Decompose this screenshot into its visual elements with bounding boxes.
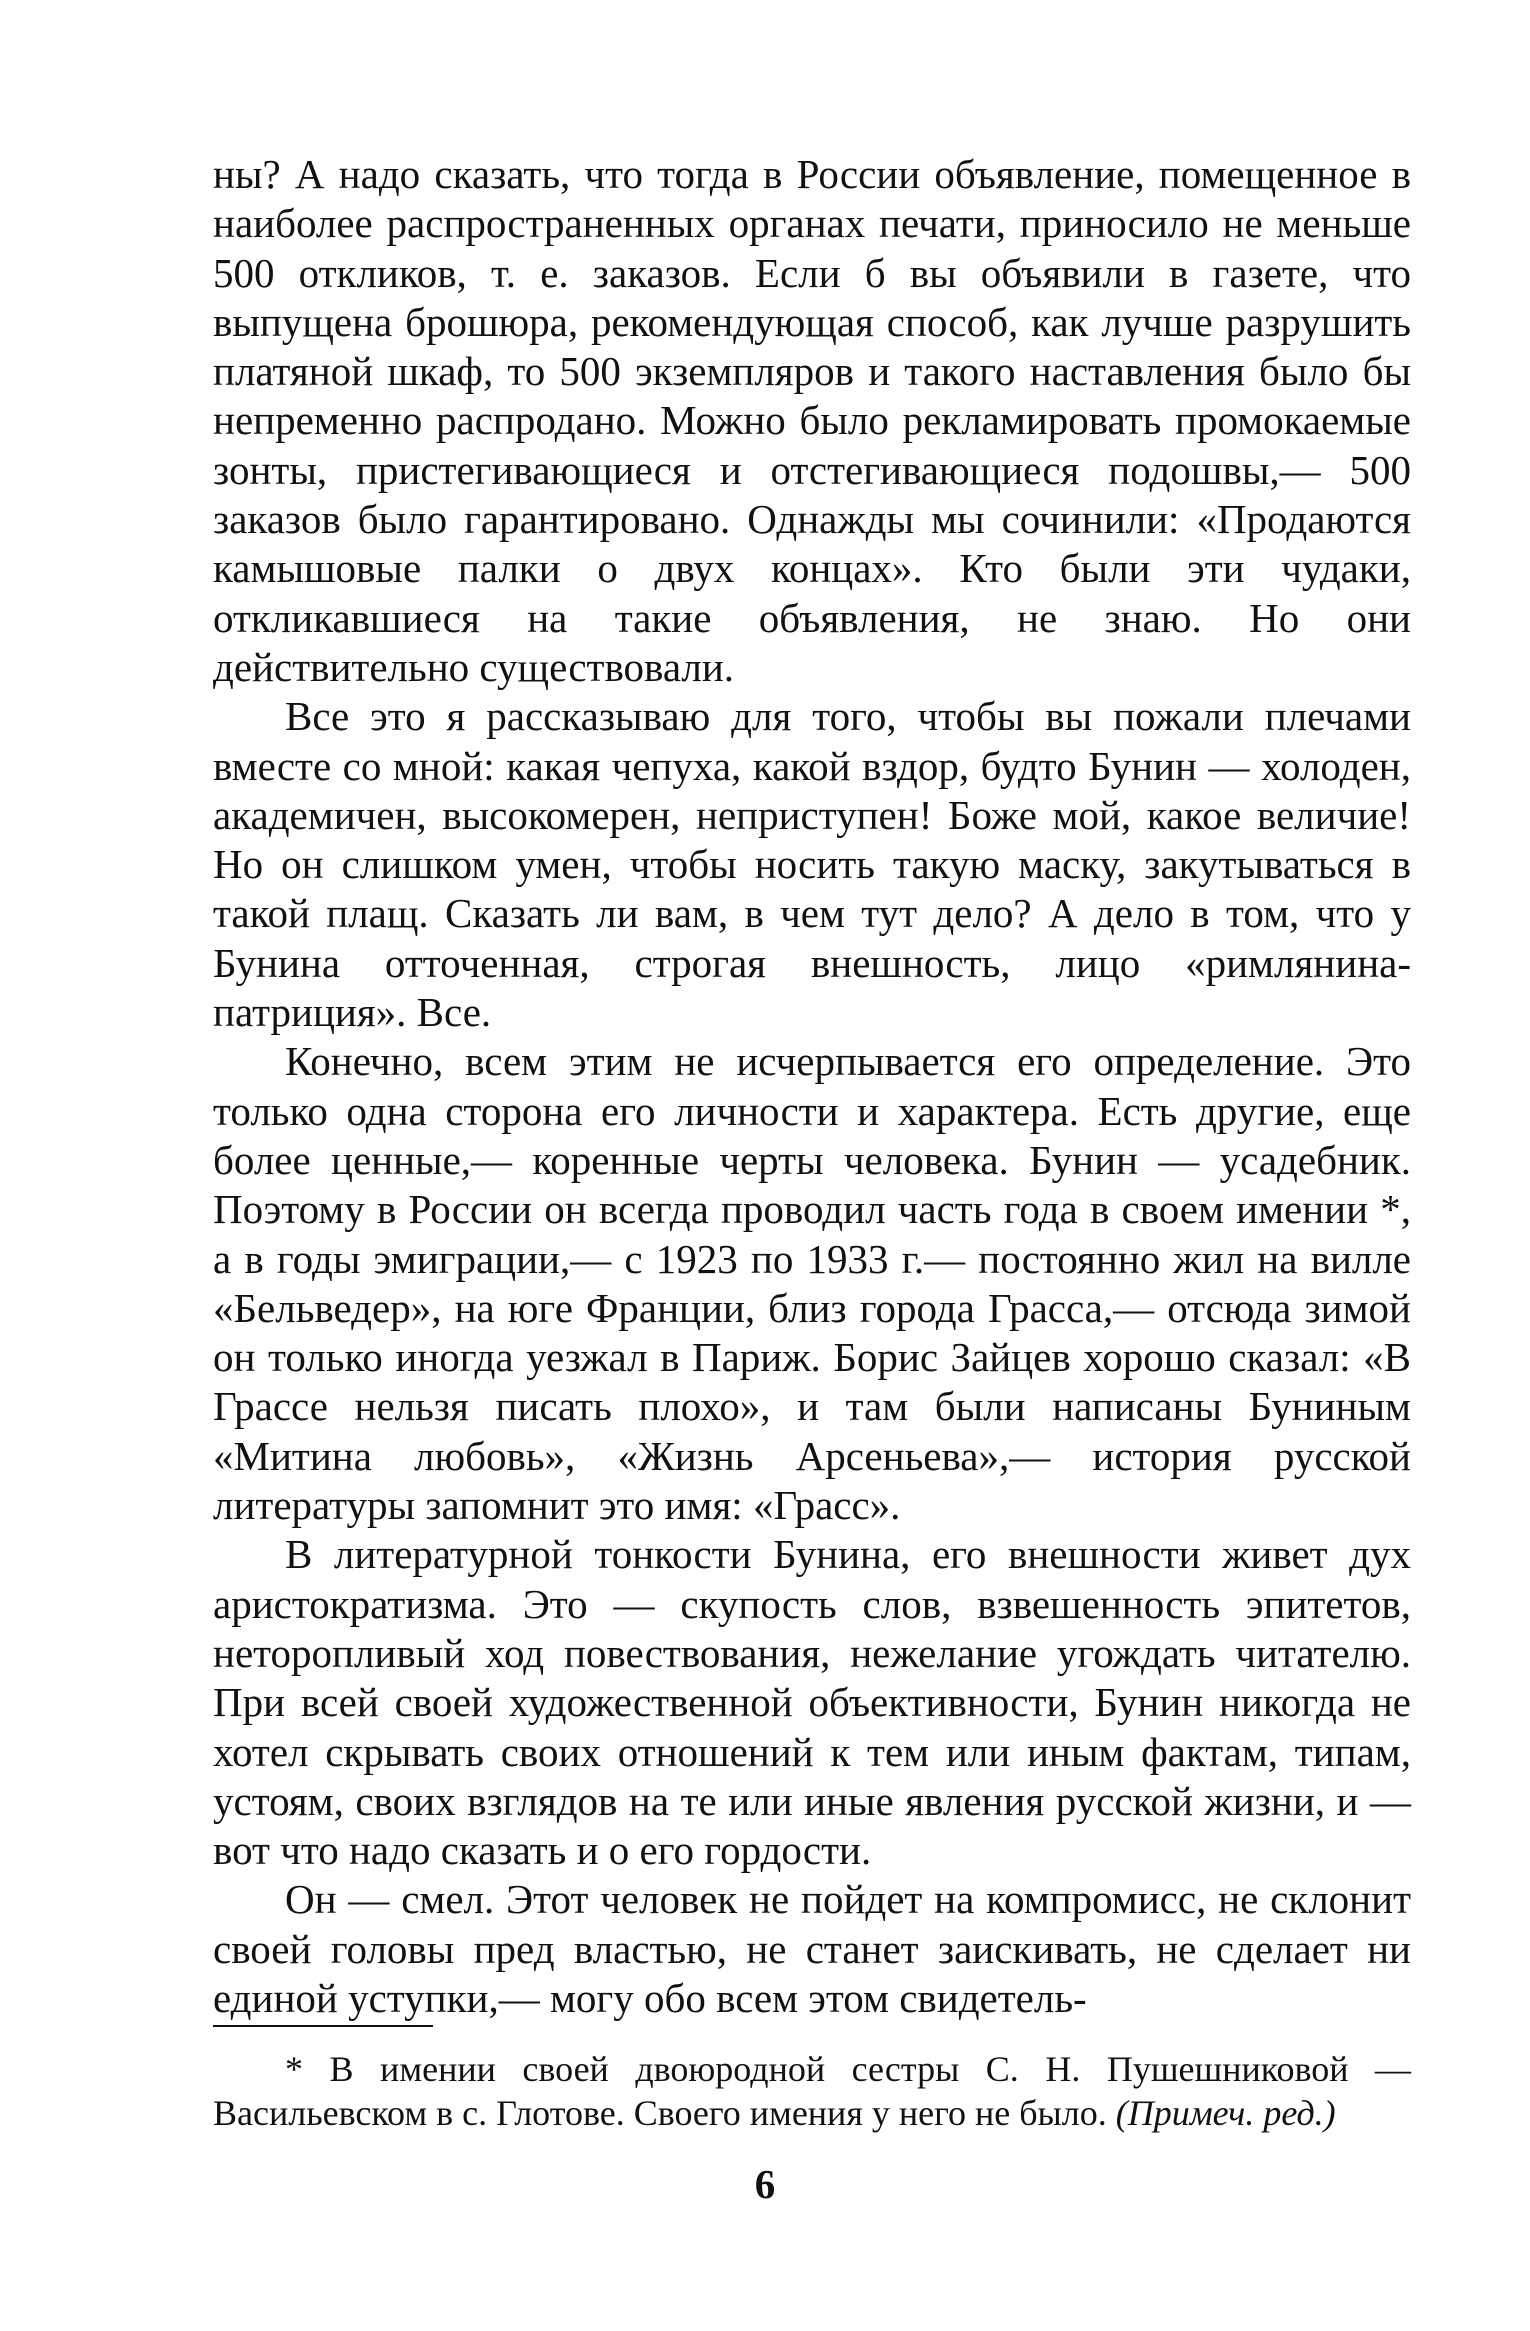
paragraph-2: Все это я рассказываю для того, чтобы вы пожали плечами вместе со мной: какая чепуха, какой вздор, будто Бунин — холоден, академичен, высокомерен, неприступен! Боже мой, какое величие! Но он слишком умен, чтобы носить такую маску, закутываться в такой плащ. Сказать ли вам, в чем тут дело? А дело в том, что у Бунина отточенная, строгая внешность, лицо «римлянина-патриция». Все.: [213, 693, 1411, 1036]
paragraph-3: [213, 1037, 1411, 1530]
footnote-mark: *: [285, 2049, 303, 2090]
paragraph-3-text-before: Конечно, всем этим не исчерпывается его определение. Это только одна сторона его личности и характера. Есть другие, еще более ценные,— коренные черты человека. Бунин — усадебник. Поэтому в России он всегда проводил часть года в своем имении: [213, 1038, 1411, 1233]
paragraph-5: Он — смел. Этот человек не пойдет на компромисс, не склонит своей головы пред властью, не станет заискивать, не сделает ни единой уступки,— могу обо всем этом свидетель-: [213, 1876, 1411, 2021]
paragraph-1: ны? А надо сказать, что тогда в России объявление, помещенное в наиболее распространенных органах печати, приносило не меньше 500 откликов, т. е. заказов. Если б вы объявили в газете, что выпущена брошюра, рекомендующая способ, как лучше разрушить платяной шкаф, то 500 экземпляров и такого наставления было бы непременно распродано. Можно было рекламировать промокаемые зонты, пристегивающиеся и отстегивающиеся подошвы,— 500 заказов было гарантировано. Однажды мы сочинили: «Продаются камышовые палки о двух концах». Кто были эти чудаки, откликавшиеся на такие объявления, не знаю. Но они действительно существовали.: [213, 151, 1411, 690]
page-body: [213, 150, 1411, 2135]
footnote: [213, 2047, 1411, 2135]
footnote-reference-mark: *: [1380, 1186, 1401, 1233]
footnote-divider: [213, 2025, 433, 2027]
page-number: 6: [754, 2161, 776, 2207]
paragraph-3-text-after: , а в годы эмиграции,— с 1923 по 1933 г.— постоянно жил на вилле «Бельведер», на юге Франции, близ города Грасса,— отсюда зимой он только иногда уезжал в Париж. Борис Зайцев хорошо сказал: «В Грассе нельзя писать плохо», и там были написаны Буниным «Митина любовь», «Жизнь Арсеньева»,— история русской литературы запомнит это имя: «Грасс».: [213, 1186, 1411, 1529]
footnote-text: В имении своей двоюродной сестры С. Н. Пушешниковой — Васильевском в с. Глотове. Своего имения у него не было.: [213, 2049, 1411, 2134]
paragraph-4: В литературной тонкости Бунина, его внешности живет дух аристократизма. Это — скупость слов, взвешенность эпитетов, неторопливый ход повествования, нежелание угождать читателю. При всей своей художественной объективности, Бунин никогда не хотел скрывать своих отношений к тем или иным фактам, типам, устоям, своих взглядов на те или иные явления русской жизни, и — вот что надо сказать и о его гордости.: [213, 1531, 1411, 1874]
footnote-editor-note: (Примеч. ред.): [1115, 2093, 1336, 2134]
